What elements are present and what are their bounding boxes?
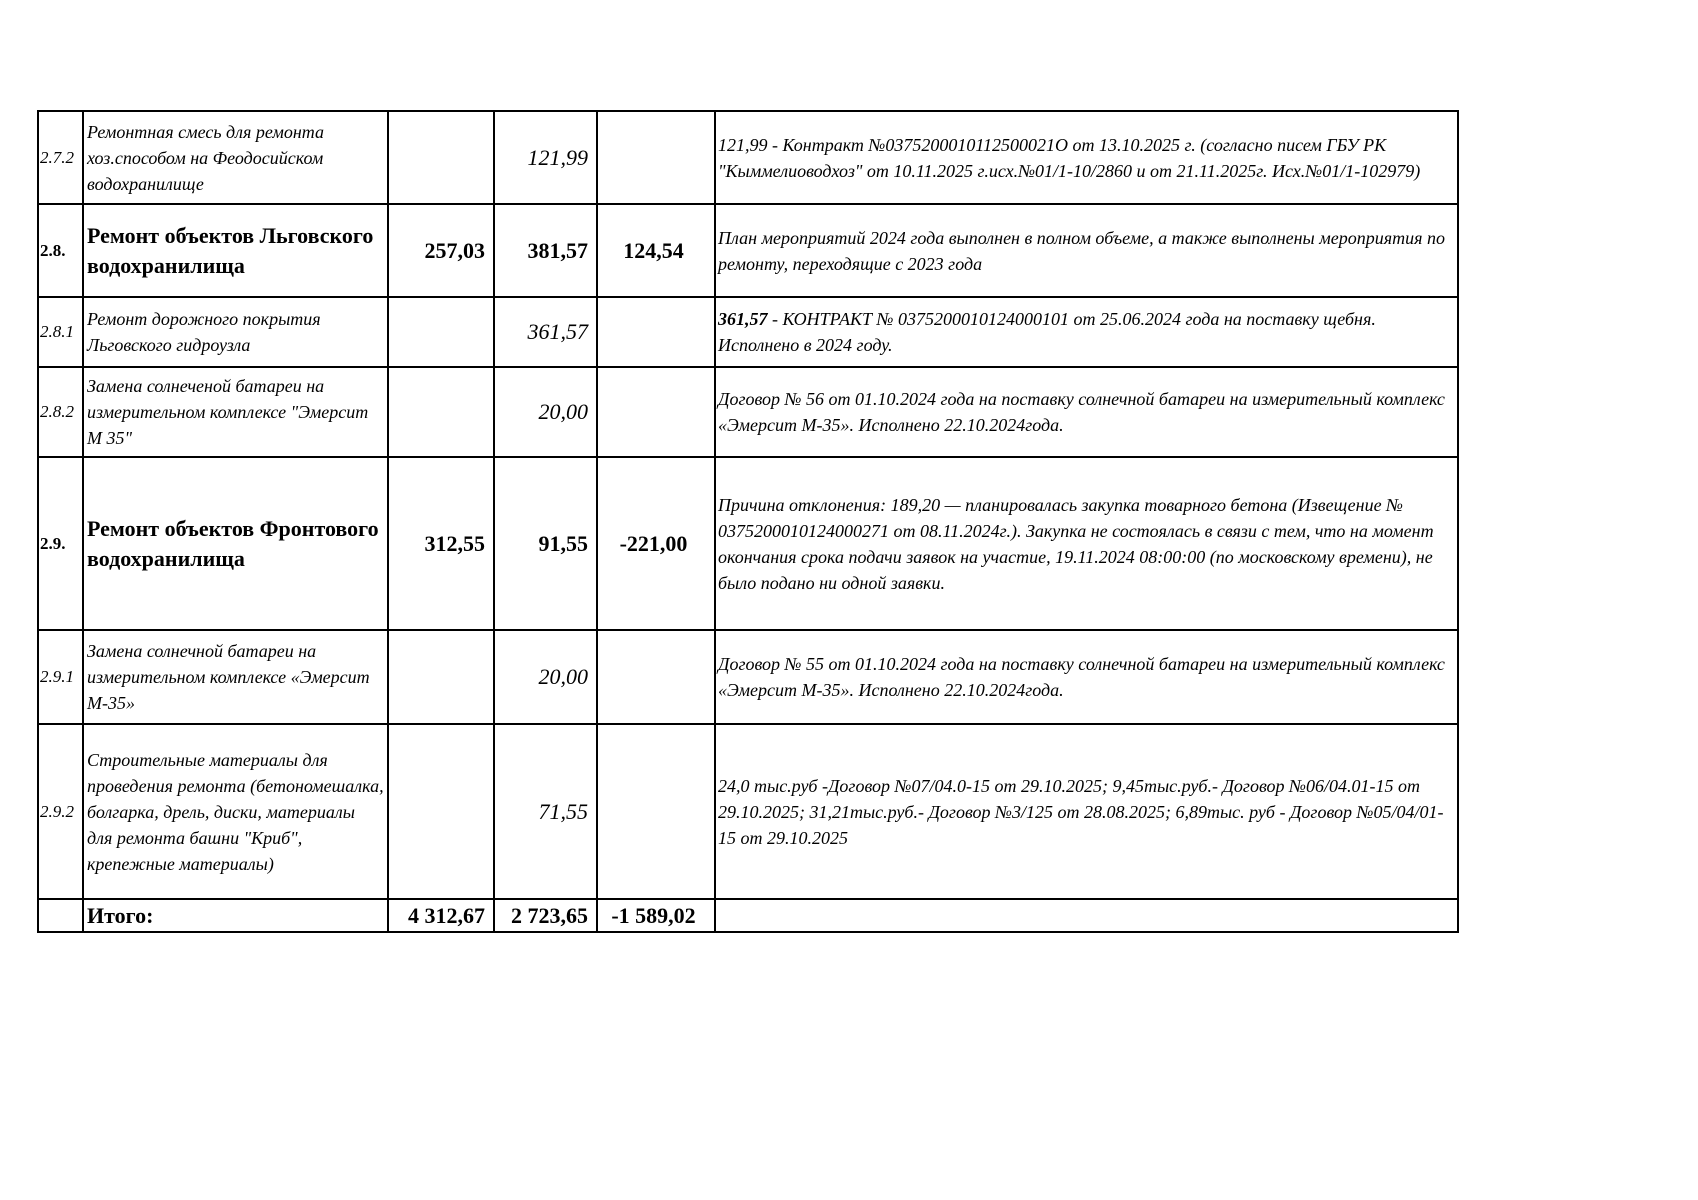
item-name: Ремонт дорожного покрытия Льговского гидроузла [83, 297, 388, 367]
total-number-cell [38, 899, 83, 932]
plan-value [388, 297, 494, 367]
deviation-value [597, 724, 715, 899]
table-row [38, 457, 1458, 630]
note-text: План мероприятий 2024 года выполнен в полном объеме, а также выполнены мероприятия по ремонту, переходящие с 2023 года [718, 227, 1445, 274]
actual-value: 91,55 [494, 457, 597, 630]
table-row [38, 204, 1458, 297]
item-name: Строительные материалы для проведения ремонта (бетономешалка, болгарка, дрель, диски, материалы для ремонта башни "Криб", крепежные материалы) [83, 724, 388, 899]
note-text: 24,0 тыс.руб -Договор №07/04.0-15 от 29.10.2025; 9,45тыс.руб.- Договор №06/04.01-15 от 29.10.2025; 31,21тыс.руб.- Договор №3/125 от 28.08.2025; 6,89тыс. руб - Договор №05/04/01-15 от 29.10.2025 [718, 775, 1444, 848]
table-row [38, 297, 1458, 367]
table-row [38, 111, 1458, 204]
note-cell [715, 111, 1458, 204]
deviation-value [597, 111, 715, 204]
total-deviation-value: -1 589,02 [597, 899, 715, 932]
item-name: Ремонт объектов Фронтового водохранилища [83, 457, 388, 630]
actual-value: 71,55 [494, 724, 597, 899]
note-text: 121,99 - Контракт №0375200010112500021О от 13.10.2025 г. (согласно писем ГБУ РК "Кыммелиоводхоз" от 10.11.2025 г.исх.№01/1-10/2860 и от 21.11.2025г. Исх.№01/1-102979) [718, 134, 1421, 181]
plan-value [388, 111, 494, 204]
note-text: Договор № 55 от 01.10.2024 года на поставку солнечной батареи на измерительный комплекс «Эмерсит М-35». Исполнено 22.10.2024года. [718, 654, 1445, 700]
row-number: 2.8.1 [38, 297, 83, 367]
note-cell [715, 367, 1458, 457]
total-label: Итого: [83, 899, 388, 932]
row-number: 2.9.2 [38, 724, 83, 899]
note-lead: 361,57 [718, 309, 768, 329]
deviation-value: 124,54 [597, 204, 715, 297]
row-number: 2.8.2 [38, 367, 83, 457]
note-text: Причина отклонения: 189,20 — планировалась закупка товарного бетона (Извещение № 0375200010124000271 от 08.11.2024г.). Закупка не состоялась в связи с тем, что на момент окончания срока подачи заявок на участие, 19.11.2024 08:00:00 (по московскому времени), не было подано ни одной заявки. [718, 494, 1434, 593]
total-plan-value: 4 312,67 [388, 899, 494, 932]
plan-value [388, 367, 494, 457]
note-cell [715, 204, 1458, 297]
item-name: Замена солнечной батареи на измерительном комплексе «Эмерсит М-35» [83, 630, 388, 724]
table-row [38, 724, 1458, 899]
table-row [38, 630, 1458, 724]
actual-value: 20,00 [494, 367, 597, 457]
row-number: 2.8. [38, 204, 83, 297]
note-text: Договор № 56 от 01.10.2024 года на поставку солнечной батареи на измерительный комплекс «Эмерсит М-35». Исполнено 22.10.2024года. [718, 389, 1445, 435]
table-row [38, 367, 1458, 457]
item-name: Замена солнеченой батареи на измерительном комплексе "Эмерсит М 35" [83, 367, 388, 457]
actual-value: 381,57 [494, 204, 597, 297]
total-note-cell [715, 899, 1458, 932]
deviation-value [597, 367, 715, 457]
plan-value: 257,03 [388, 204, 494, 297]
total-row [38, 899, 1458, 932]
actual-value: 121,99 [494, 111, 597, 204]
plan-value [388, 724, 494, 899]
row-number: 2.7.2 [38, 111, 83, 204]
item-name: Ремонт объектов Льговского водохранилища [83, 204, 388, 297]
item-name: Ремонтная смесь для ремонта хоз.способом на Феодосийском водохранилище [83, 111, 388, 204]
note-cell [715, 630, 1458, 724]
deviation-value [597, 630, 715, 724]
actual-value: 361,57 [494, 297, 597, 367]
plan-value: 312,55 [388, 457, 494, 630]
budget-table [37, 110, 1459, 933]
note-cell [715, 724, 1458, 899]
row-number: 2.9. [38, 457, 83, 630]
note-cell [715, 457, 1458, 630]
row-number: 2.9.1 [38, 630, 83, 724]
deviation-value [597, 297, 715, 367]
note-cell [715, 297, 1458, 367]
total-actual-value: 2 723,65 [494, 899, 597, 932]
plan-value [388, 630, 494, 724]
note-text: - КОНТРАКТ № 0375200010124000101 от 25.06.2024 года на поставку щебня. Исполнено в 2024 году. [718, 309, 1376, 355]
deviation-value: -221,00 [597, 457, 715, 630]
actual-value: 20,00 [494, 630, 597, 724]
